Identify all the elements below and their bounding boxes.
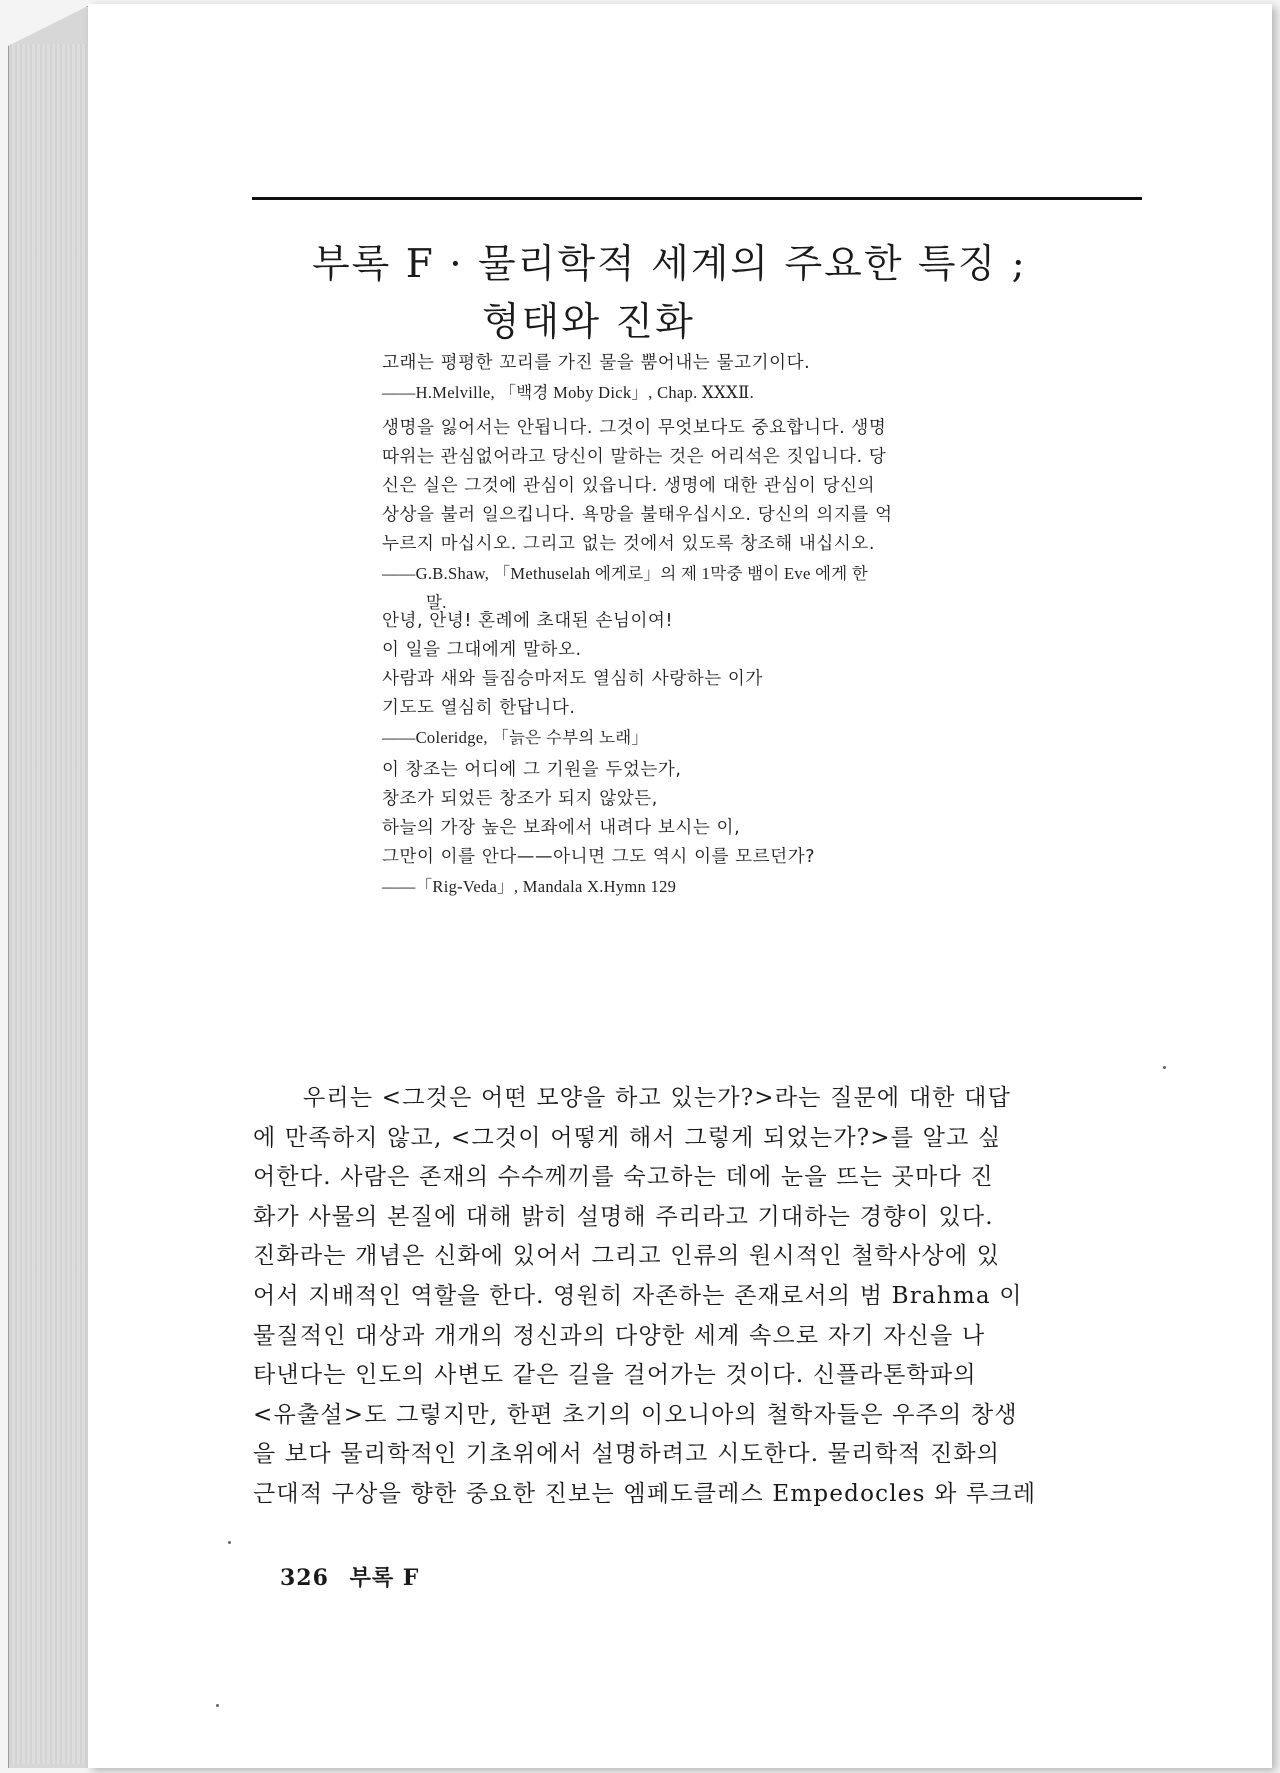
epigraph-source: ——Coleridge, 「늙은 수부의 노래」 [382,728,649,747]
epigraph-line: 하늘의 가장 높은 보좌에서 내려다 보시는 이, [382,818,741,838]
epigraph-line: 누르지 마십시오. 그리고 없는 것에서 있도록 창조해 내십시오. [382,534,876,554]
epigraph-rigveda [382,756,1112,901]
epigraph-line: 따위는 관심없어라고 당신이 말하는 것은 어리석은 짓입니다. 당 [382,447,887,467]
body-line: 어한다. 사람은 존재의 수수께끼를 숙고하는 데에 눈을 뜨는 곳마다 진 [253,1164,994,1191]
body-line: 화가 사물의 본질에 대해 밝히 설명해 주리라고 기대하는 경향이 있다. [253,1203,994,1230]
body-line: 에 만족하지 않고, <그것이 어떻게 해서 그렇게 되었는가?>를 알고 싶 [253,1124,1002,1151]
body-line: 어서 지배적인 역할을 한다. 영원히 자존하는 존재로서의 범 Brahma 이 [253,1282,1023,1309]
epigraph-shaw [382,414,1112,617]
epigraph-line: 기도도 열심히 한답니다. [382,698,576,718]
epigraph-line: 신은 실은 그것에 관심이 있읍니다. 생명에 대한 관심이 당신의 [382,476,876,496]
title-rule [252,197,1142,200]
title-line-2: 형태와 진화 [482,300,695,346]
epigraph-coleridge [382,607,1112,752]
title-line-1: 부록 F · 물리학적 세계의 주요한 특징 ; [312,242,1027,288]
body-line: <유출설>도 그렇지만, 한편 초기의 이오니아의 철학자들은 우주의 창생 [253,1401,1018,1428]
epigraph-source: ——H.Melville, 「백경 Moby Dick」, Chap. ⅩⅩⅩⅡ. [382,383,755,402]
epigraph-text: 고래는 평평한 꼬리를 가진 물을 뿜어내는 물고기이다. [382,353,811,373]
epigraph-line: 안녕, 안녕! 혼례에 초대된 손님이여! [382,611,674,631]
epigraph-line: 사람과 새와 들짐승마저도 열심히 사랑하는 이가 [382,669,763,689]
page-footer [280,1561,431,1592]
book-page [88,4,1272,1768]
page-edges [10,44,86,1764]
epigraph-line: 이 창조는 어디에 그 기원을 두었는가, [382,760,682,780]
body-line: 물질적인 대상과 개개의 정신과의 다양한 세계 속으로 자기 자신을 나 [253,1322,986,1349]
epigraph-source: ——G.B.Shaw, 「Methuselah 에게로」의 제 1막중 뱀이 Eve 에게 한 [382,564,869,583]
epigraph-line: 창조가 되었든 창조가 되지 않았든, [382,789,658,809]
speck [1163,1066,1166,1069]
body-line: 우리는 <그것은 어떤 모양을 하고 있는가?>라는 질문에 대한 대답 [303,1085,1012,1111]
epigraph-melville [382,349,1112,407]
running-section: 부록 F [349,1565,420,1591]
speck [216,1704,219,1707]
speck [228,1541,231,1544]
epigraph-line: 상상을 불러 일으킵니다. 욕망을 불태우십시오. 당신의 의지를 억 [382,505,893,525]
body-paragraph [253,1079,1143,1515]
body-line: 진화라는 개념은 신화에 있어서 그리고 인류의 원시적인 철학사상에 있 [253,1243,1001,1270]
epigraph-line: 생명을 잃어서는 안됩니다. 그것이 무엇보다도 중요합니다. 생명 [382,418,887,438]
chapter-title [312,236,1192,352]
epigraph-source: ——「Rig-Veda」, Mandala X.Hymn 129 [382,877,677,896]
body-line: 근대적 구상을 향한 중요한 진보는 엠페도클레스 Empedocles 와 루크레 [253,1480,1037,1507]
epigraph-line: 그만이 이를 안다——아니면 그도 역시 이를 모르던가? [382,847,816,867]
epigraph-source-cont: 말. [426,593,447,612]
epigraph-line: 이 일을 그대에게 말하오. [382,640,582,660]
page-number: 326 [280,1565,329,1591]
body-line: 타낸다는 인도의 사변도 같은 길을 걸어가는 것이다. 신플라톤학파의 [253,1362,977,1389]
body-line: 을 보다 물리학적인 기초위에서 설명하려고 시도한다. 물리학적 진화의 [253,1441,1001,1468]
